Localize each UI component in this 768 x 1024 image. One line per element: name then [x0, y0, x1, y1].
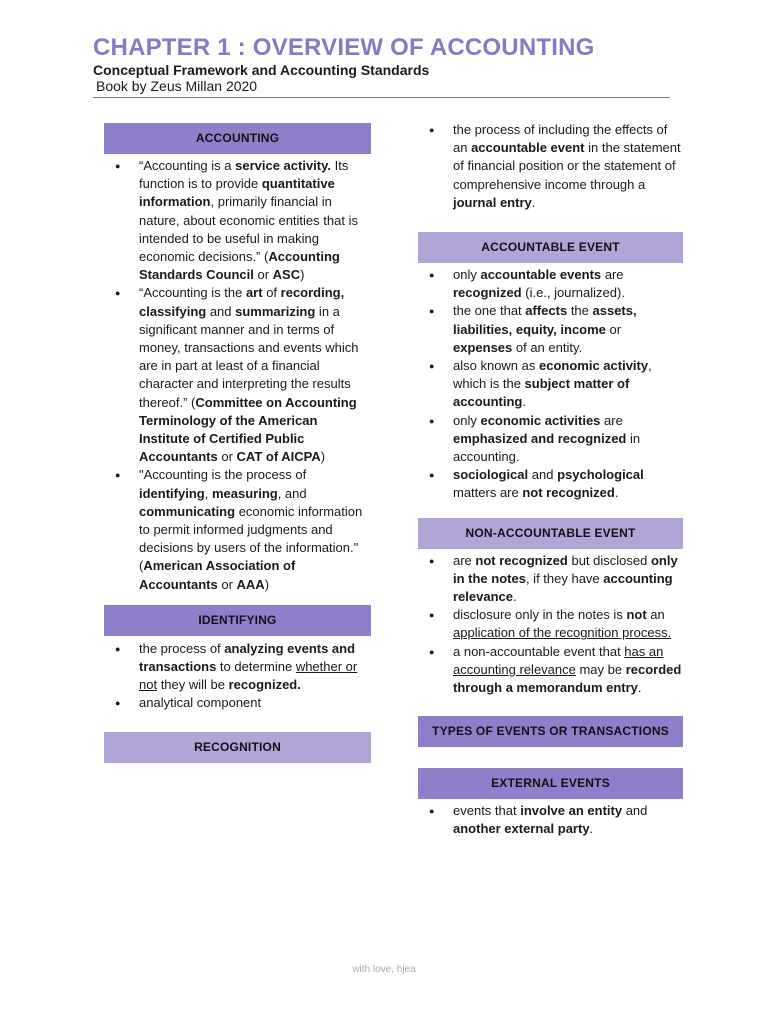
list-item: ● “Accounting is the art of recording, classifying and summarizing in a significant manner and in terms of money, transactions and events which are in part at least of a financial character and interpreting the results thereof.” (Committee on Accounting Terminology of the American Institute of Certified Public Accountants or CAT of AICPA)	[104, 284, 371, 466]
section-heading-identifying: IDENTIFYING	[104, 605, 371, 636]
non-accountable-event-list	[418, 552, 683, 698]
list-item: ● "Accounting is the process of identifying, measuring, and communicating economic information to permit informed judgments and decisions by users of the information." (American Association of Accountants or AAA)	[104, 466, 371, 593]
list-item: ● the process of including the effects of an accountable event in the statement of financial position or the statement of comprehensive income through a journal entry.	[418, 121, 683, 212]
list-item: ● the one that affects the assets, liabilities, equity, income or expenses of an entity.	[418, 302, 683, 357]
section-heading-accounting: ACCOUNTING	[104, 123, 371, 154]
list-item: ● only economic activities are emphasized and recognized in accounting.	[418, 412, 683, 467]
accountable-event-list	[418, 266, 683, 503]
identifying-list	[104, 640, 371, 713]
left-column	[104, 123, 371, 763]
section-heading-non-accountable-event: NON-ACCOUNTABLE EVENT	[418, 518, 683, 549]
chapter-subtitle: Conceptual Framework and Accounting Standards	[93, 62, 430, 78]
footer-signature: with love, hjea	[352, 964, 416, 975]
list-item: ● the process of analyzing events and transactions to determine whether or not they will be recognized.	[104, 640, 371, 695]
list-item: ● disclosure only in the notes is not an application of the recognition process.	[418, 606, 683, 642]
recognition-list	[418, 121, 683, 212]
section-heading-external-events: EXTERNAL EVENTS	[418, 768, 683, 799]
accounting-definitions	[104, 157, 371, 594]
section-heading-accountable-event: ACCOUNTABLE EVENT	[418, 232, 683, 263]
list-item: ● analytical component	[104, 694, 371, 712]
book-credit: Book by Zeus Millan 2020	[96, 78, 258, 94]
list-item: ● sociological and psychological matters are not recognized.	[418, 466, 683, 502]
header-divider	[93, 97, 670, 98]
chapter-title: CHAPTER 1 : OVERVIEW OF ACCOUNTING	[93, 34, 595, 61]
list-item: ● only accountable events are recognized (i.e., journalized).	[418, 266, 683, 302]
right-column	[418, 121, 683, 839]
list-item: ● are not recognized but disclosed only in the notes, if they have accounting relevance.	[418, 552, 683, 607]
section-heading-recognition: RECOGNITION	[104, 732, 371, 763]
list-item: ● also known as economic activity, which is the subject matter of accounting.	[418, 357, 683, 412]
list-item: ● events that involve an entity and another external party.	[418, 802, 683, 838]
external-events-list	[418, 802, 683, 838]
list-item: ● a non-accountable event that has an accounting relevance may be recorded through a memorandum entry.	[418, 643, 683, 698]
section-heading-types-of-events: TYPES OF EVENTS OR TRANSACTIONS	[418, 716, 683, 747]
page-header	[93, 34, 670, 94]
list-item: ● “Accounting is a service activity. Its function is to provide quantitative information, primarily financial in nature, about economic entities that is intended to be useful in making economic decisions.” (Accounting Standards Council or ASC)	[104, 157, 371, 284]
